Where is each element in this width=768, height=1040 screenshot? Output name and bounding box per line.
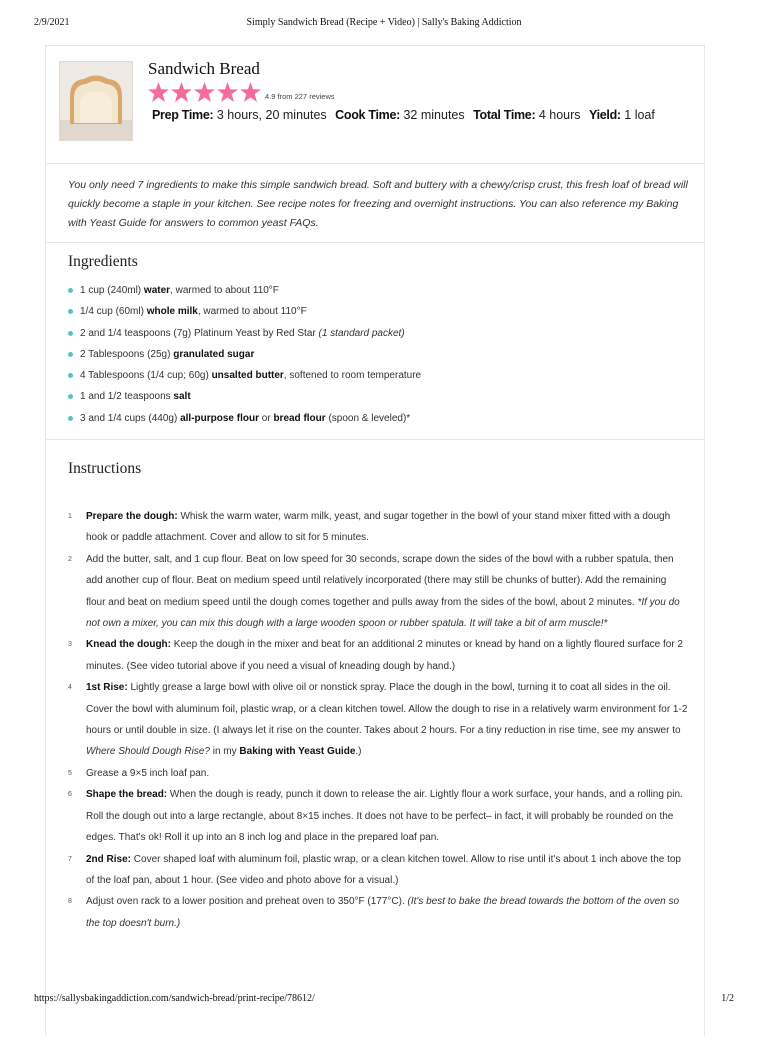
instructions-heading: Instructions <box>68 460 142 477</box>
ingredient-text: 2 and 1/4 teaspoons (7g) Platinum Yeast by Red Star <box>80 327 319 339</box>
instruction-step <box>68 849 688 892</box>
step-text: (It's best to bake the bread towards the bottom of the oven so the top doesn't burn.) <box>86 896 680 929</box>
instruction-step <box>68 784 688 848</box>
bullet-icon <box>68 416 73 421</box>
ingredient-text: (spoon & leveled)* <box>325 412 411 424</box>
instruction-step <box>68 677 688 763</box>
ingredient-text: 1/4 cup (60ml) <box>80 306 147 318</box>
ingredient-text: water <box>143 285 171 296</box>
ingredient-item <box>68 323 421 344</box>
ingredient-text: unsalted butter <box>211 370 284 382</box>
step-text: *If you do not own a mixer, you can mix this dough with a large wooden spoon or rubber spatula. It will take a bit of arm muscle!* <box>86 596 680 630</box>
yield-label: Yield: <box>589 108 621 122</box>
description-text: You only need 7 ingredients to make this simple sandwich bread. Soft and buttery with a chewy/crisp crust, this fresh loaf of bread will quickly become a staple in your kitchen. See recipe notes for freezing and overnight instructions. You can also reference my Baking with Yeast Guide for answers to common yeast FAQs. <box>68 179 688 229</box>
cook-time-label: Cook Time: <box>335 108 400 122</box>
ingredients-section <box>46 243 704 440</box>
step-text: Cover shaped loaf with aluminum foil, plastic wrap, or a clean kitchen towel. Allow to rise until it's about 1 inch above the top of the loaf pan, about 1 hour. (See video and photo above for a visual.) <box>86 853 681 886</box>
step-text: Baking with Yeast Guide <box>239 746 356 758</box>
yield-value: 1 loaf <box>624 108 655 122</box>
star-icon <box>194 82 215 102</box>
step-number: 5 <box>68 769 72 777</box>
step-number: 6 <box>68 791 72 799</box>
recipe-description <box>46 164 704 243</box>
instruction-step <box>68 506 688 549</box>
step-text: Whisk the warm water, warm milk, yeast, and sugar together in the bowl of your stand mixer fitted with a dough hook or paddle attachment. Cover and allow to sit for 5 minutes. <box>86 511 671 544</box>
ingredient-text: 4 Tablespoons (1/4 cup; 60g) <box>80 370 212 382</box>
step-text: Add the butter, salt, and 1 cup flour. Beat on low speed for 30 seconds, scrape down the sides of the bowl with a rubber spatula, then add another cup of flour. Beat on medium speed until relatively incorporated (there may still be chunks of butter). Add the remaining flour and beat on medium speed until the dough comes together and pulls away from the sides of the bowl, about 2 minutes. <box>86 553 674 608</box>
page-number: 1/2 <box>721 993 734 1004</box>
prep-time-label: Prep Time: <box>152 108 214 122</box>
ingredient-text: , softened to room temperature <box>283 370 422 382</box>
step-text: Knead the dough: <box>86 639 171 651</box>
ingredient-item <box>68 386 421 407</box>
ingredient-text: 2 Tablespoons (25g) <box>80 348 174 360</box>
print-url: https://sallysbakingaddiction.com/sandwich-bread/print-recipe/78612/ <box>34 993 315 1004</box>
recipe-times <box>152 108 660 122</box>
print-date: 2/9/2021 <box>34 17 70 28</box>
star-icon <box>240 82 261 102</box>
step-text: 1st Rise: <box>86 682 128 694</box>
total-time-label: Total Time: <box>473 108 536 122</box>
rating-text: 4.9 from 227 reviews <box>265 91 335 101</box>
ingredient-text: , warmed to about 110°F <box>197 306 307 318</box>
instruction-step <box>68 549 688 635</box>
step-number: 2 <box>68 555 72 563</box>
star-icon <box>217 82 238 102</box>
ingredient-text: all-purpose flour <box>180 412 259 424</box>
step-number: 8 <box>68 898 72 906</box>
ingredient-item <box>68 280 421 301</box>
ingredient-text: 3 and 1/4 cups (440g) <box>80 412 181 424</box>
step-text: Lightly grease a large bowl with olive oil or nonstick spray. Place the dough in the bowl, turning it to coat all sides in the oil. Cover the bowl with aluminum foil, plastic wrap, or a clean kitchen towel. Allow the dough to rise in a relatively warm environment for 1-2 hours or until double in size. (I always let it rise on the counter. Takes about 2 hours. For a tiny reduction in rise time, see my answer to <box>86 682 688 737</box>
step-text: .) <box>355 746 362 758</box>
step-text: Adjust oven rack to a lower position and preheat oven to 350°F (177°C). <box>86 896 405 908</box>
step-text: Where Should Dough Rise? <box>86 746 210 758</box>
step-text: Keep the dough in the mixer and beat for an additional 2 minutes or knead by hand on a lightly floured surface for 2 minutes. (See video tutorial above if you need a visual of kneading dough by hand.) <box>86 639 683 672</box>
step-number: 7 <box>68 855 72 863</box>
step-text: in my <box>209 746 240 758</box>
ingredient-text: salt <box>173 391 191 403</box>
step-number: 4 <box>68 684 72 692</box>
cook-time-value: 32 minutes <box>403 108 465 122</box>
step-text: Shape the bread: <box>86 789 168 801</box>
step-number: 1 <box>68 513 72 520</box>
print-page-title: Simply Sandwich Bread (Recipe + Video) | Sally's Baking Addiction <box>246 17 522 28</box>
bullet-icon <box>68 394 73 399</box>
rating <box>148 81 335 103</box>
step-number: 3 <box>68 641 72 649</box>
step-text: When the dough is ready, punch it down to release the air. Lightly flour a work surface, your hands, and a rolling pin. Roll the dough out into a large rectangle, about 8×15 inches. It does not have to be perfect– in fact, it will probably be rounded on the edges. That's ok! Roll it up into an 8 inch log and place in the prepared loaf pan. <box>86 789 683 844</box>
instruction-step <box>68 634 688 677</box>
ingredient-item <box>68 365 421 386</box>
bullet-icon <box>68 309 73 314</box>
star-icon <box>148 82 169 102</box>
recipe-photo <box>59 61 133 141</box>
instructions-section <box>46 440 704 1040</box>
ingredient-text: whole milk <box>146 306 198 318</box>
ingredient-item <box>68 408 421 429</box>
step-text: 2nd Rise: <box>86 853 132 865</box>
instruction-step <box>68 763 688 784</box>
ingredient-text: (1 standard packet) <box>318 327 405 339</box>
bullet-icon <box>68 373 73 378</box>
recipe-header <box>46 46 704 164</box>
star-icon <box>171 82 192 102</box>
step-text: Grease a 9×5 inch loaf pan. <box>86 767 210 779</box>
instruction-step <box>68 891 688 934</box>
ingredient-text: bread flour <box>273 412 326 424</box>
ingredient-text: 1 cup (240ml) <box>80 285 144 296</box>
ingredient-text: , warmed to about 110°F <box>170 285 279 296</box>
bullet-icon <box>68 352 73 357</box>
ingredient-text: 1 and 1/2 teaspoons <box>80 391 174 403</box>
bullet-icon <box>68 331 73 336</box>
step-text: Prepare the dough: <box>86 511 178 522</box>
prep-time-value: 3 hours, 20 minutes <box>216 108 327 122</box>
ingredient-item <box>68 344 421 365</box>
ingredients-list <box>68 280 421 429</box>
ingredients-heading: Ingredients <box>68 253 138 270</box>
ingredient-text: granulated sugar <box>173 348 255 360</box>
ingredient-text: or <box>258 412 274 424</box>
instructions-list <box>68 506 688 934</box>
total-time-value: 4 hours <box>538 108 581 122</box>
bullet-icon <box>68 288 73 293</box>
ingredient-item <box>68 301 421 322</box>
recipe-title: Sandwich Bread <box>148 59 260 78</box>
recipe-card <box>45 45 705 1036</box>
